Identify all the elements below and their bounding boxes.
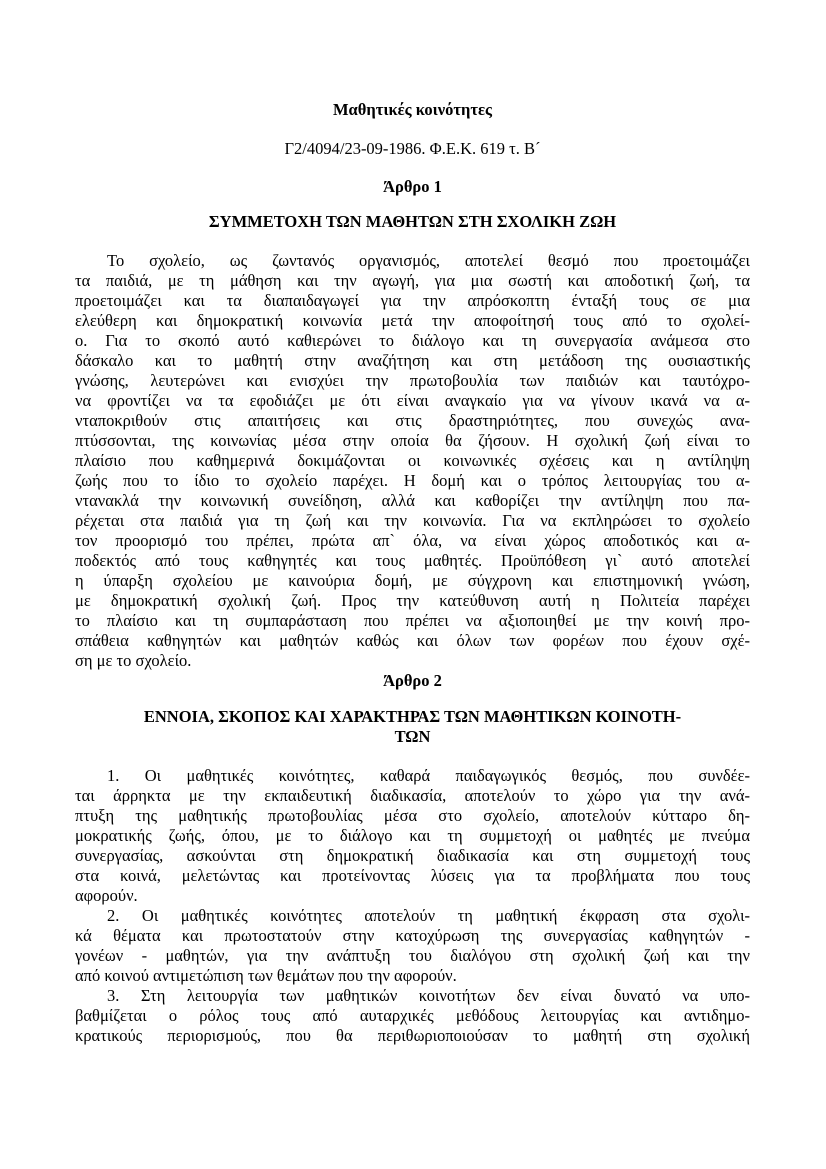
text-line: κρατικούς περιορισμούς, που θα περιθωριοποιούσαν το μαθητή στη σχολική: [75, 1026, 750, 1045]
text-line: πτύσσονται, της κοινωνίας μέσα στην οποία θα ζήσουν. Η σχολική ζωή είναι το: [75, 431, 750, 450]
text-line: κά θέματα και πρωτοστατούν στην κατοχύρωση της συνεργασίας καθηγητών -: [75, 926, 750, 945]
text-line: δάσκαλο και το μαθητή στην αναζήτηση και στη μετάδοση της ουσιαστικής: [75, 351, 750, 370]
text-line: 1. Οι μαθητικές κοινότητες, καθαρά παιδαγωγικός θεσμός, που συνδέε-: [107, 766, 750, 785]
text-line: ντανακλά την κοινωνική συνείδηση, αλλά και καθορίζει την αντίληψη που πα-: [75, 491, 750, 510]
article-2-paragraph-3: [75, 986, 750, 1046]
text-line: ελεύθερη και δημοκρατική κοινωνία μετά την αποφοίτησή τους από το σχολεί-: [75, 311, 750, 330]
text-line: γονέων - μαθητών, για την ανάπτυξη του διαλόγου στη σχολική ζωή και την: [75, 946, 750, 965]
text-line: βαθμίζεται ο ρόλος τους από αυταρχικές μεθόδους λειτουργίας και αντιδημο-: [75, 1006, 750, 1025]
article-2-paragraph-2: [75, 906, 750, 986]
article-2-subject: [75, 707, 750, 747]
text-line: ποδεκτός από τους καθηγητές και τους μαθητές. Προϋπόθεση γι` αυτό αποτελεί: [75, 551, 750, 570]
article-1-paragraph: [75, 251, 750, 671]
article-2-heading: Άρθρο 2: [383, 671, 442, 690]
text-line: γνώσης, λευτερώνει και ενισχύει την πρωτοβουλία των παιδιών και ταυτόχρο-: [75, 371, 750, 390]
text-line: στα κοινά, μελετώντας και προτείνοντας λύσεις για τα προβλήματα που τους: [75, 866, 750, 885]
article-2-paragraph-1: [75, 766, 750, 906]
text-line: προετοιμάζει και τα διαπαιδαγωγεί για την απρόσκοπτη ένταξή τους σε μια: [75, 291, 750, 310]
text-line: σπάθεια καθηγητών και μαθητών καθώς και όλων των φορέων που έχουν σχέ-: [75, 631, 750, 650]
text-line: μοκρατικής ζωής, όπου, με το διάλογο και τη συμμετοχή οι μαθητές με πνεύμα: [75, 826, 750, 845]
text-line: 2. Οι μαθητικές κοινότητες αποτελούν τη μαθητική έκφραση στα σχολι-: [107, 906, 750, 925]
text-line: τον προορισμό του πρέπει, πρώτα απ` όλα, να είναι χώρος αποδοτικός και α-: [75, 531, 750, 550]
text-line: η ύπαρξη σχολείου με καινούρια δομή, με σύγχρονη και επιστημονική γνώση,: [75, 571, 750, 590]
text-line: συνεργασίας, ασκούνται στη δημοκρατική διαδικασία και στη συμμετοχή τους: [75, 846, 750, 865]
text-line: Το σχολείο, ως ζωντανός οργανισμός, αποτελεί θεσμό που προετοιμάζει: [107, 251, 750, 270]
text-line: αφορούν.: [75, 886, 138, 905]
text-line: τα παιδιά, με τη μάθηση και την αγωγή, για μια σωστή και αποδοτική ζωή, τα: [75, 271, 750, 290]
text-line: ο. Για το σκοπό αυτό καθιερώνει το διάλογο και τη συνεργασία ανάμεσα στο: [75, 331, 750, 350]
text-line: πτυξη της μαθητικής πρωτοβουλίας μέσα στο σχολείο, αποτελούν κύτταρο δη-: [75, 806, 750, 825]
text-line: ΤΩΝ: [394, 727, 431, 746]
text-line: νταποκριθούν στις απαιτήσεις και στις δραστηριότητες, που συνεχώς ανα-: [75, 411, 750, 430]
document-reference: Γ2/4094/23-09-1986. Φ.Ε.Κ. 619 τ. Β´: [284, 139, 541, 158]
text-line: ται άρρηκτα με την εκπαιδευτική διαδικασία, αποτελούν το χώρο για την ανά-: [75, 786, 750, 805]
text-line: από κοινού αντιμετώπιση των θεμάτων που την αφορούν.: [75, 966, 457, 985]
text-line: να φροντίζει να τα εφοδιάζει με ότι είναι αναγκαίο για να γίνουν ικανά να α-: [75, 391, 750, 410]
text-line: το πλαίσιο και τη συμπαράσταση που πρέπει να αξιοποιηθεί με την κοινή προ-: [75, 611, 750, 630]
text-line: πλαίσιο που καθημερινά δοκιμάζονται οι κοινωνικές σχέσεις και η αντίληψη: [75, 451, 750, 470]
text-line: ρέχεται στα παιδιά για τη ζωή και την κοινωνία. Για να εκπληρώσει το σχολείο: [75, 511, 750, 530]
text-line: 3. Στη λειτουργία των μαθητικών κοινοτήτων δεν είναι δυνατό να υπο-: [107, 986, 750, 1005]
text-line: ΕΝΝΟΙΑ, ΣΚΟΠΟΣ ΚΑΙ ΧΑΡΑΚΤΗΡΑΣ ΤΩΝ ΜΑΘΗΤΙΚΩΝ ΚΟΙΝΟΤΗ-: [143, 707, 682, 726]
article-1-subject: ΣΥΜΜΕΤΟΧΗ ΤΩΝ ΜΑΘΗΤΩΝ ΣΤΗ ΣΧΟΛΙΚΗ ΖΩΗ: [208, 212, 617, 231]
text-line: με δημοκρατική σχολική ζωή. Προς την κατεύθυνση αυτή η Πολιτεία παρέχει: [75, 591, 750, 610]
text-line: ζωής που το ίδιο το σχολείο παρέχει. Η δομή και ο τρόπος λειτουργίας του α-: [75, 471, 750, 490]
document-title: Μαθητικές κοινότητες: [332, 100, 493, 119]
text-line: ση με το σχολείο.: [75, 651, 192, 670]
article-1-heading: Άρθρο 1: [383, 177, 442, 196]
